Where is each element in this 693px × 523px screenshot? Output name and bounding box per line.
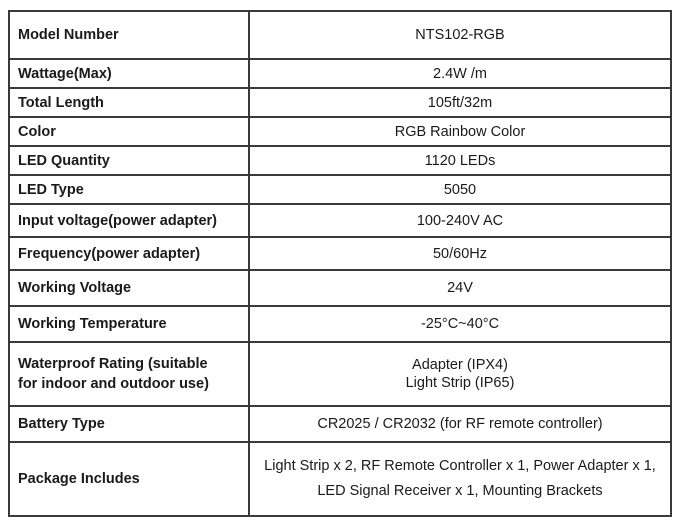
- row-label: Model Number: [9, 11, 249, 59]
- row-value: 24V: [249, 270, 671, 306]
- row-value: -25°C~40°C: [249, 306, 671, 342]
- row-value: [249, 342, 671, 406]
- table-row: [9, 270, 671, 306]
- row-value: RGB Rainbow Color: [249, 117, 671, 146]
- row-value: CR2025 / CR2032 (for RF remote controller): [249, 406, 671, 442]
- table-row: [9, 406, 671, 442]
- row-value: NTS102-RGB: [249, 11, 671, 59]
- row-label-line: Waterproof Rating (suitable: [18, 356, 208, 372]
- row-label: Input voltage(power adapter): [9, 204, 249, 237]
- row-value: 2.4W /m: [249, 59, 671, 88]
- table-row: [9, 88, 671, 117]
- table-row: [9, 59, 671, 88]
- row-value-line: Light Strip x 2, RF Remote Controller x 1, Power Adapter x 1,: [264, 458, 656, 474]
- row-label: Package Includes: [9, 442, 249, 516]
- row-value-line: LED Signal Receiver x 1, Mounting Brackets: [317, 483, 603, 499]
- row-value: 100-240V AC: [249, 204, 671, 237]
- row-label: Total Length: [9, 88, 249, 117]
- table-row: [9, 117, 671, 146]
- row-label: Working Voltage: [9, 270, 249, 306]
- table-row: [9, 306, 671, 342]
- row-label: LED Quantity: [9, 146, 249, 175]
- table-row: [9, 204, 671, 237]
- table-row: [9, 11, 671, 59]
- row-value-line: Light Strip (IP65): [405, 375, 515, 391]
- table-row: [9, 175, 671, 204]
- table-row: [9, 146, 671, 175]
- table-row: [9, 237, 671, 270]
- row-label-line: for indoor and outdoor use): [18, 376, 209, 392]
- row-value-line: Adapter (IPX4): [412, 357, 508, 373]
- row-label: LED Type: [9, 175, 249, 204]
- row-value: 105ft/32m: [249, 88, 671, 117]
- row-label: Working Temperature: [9, 306, 249, 342]
- row-value: 5050: [249, 175, 671, 204]
- row-value: 1120 LEDs: [249, 146, 671, 175]
- spec-table: [8, 10, 672, 517]
- table-row: [9, 342, 671, 406]
- row-label: Color: [9, 117, 249, 146]
- row-label: Wattage(Max): [9, 59, 249, 88]
- row-label: Battery Type: [9, 406, 249, 442]
- row-label: [9, 342, 249, 406]
- table-row: [9, 442, 671, 516]
- row-value: [249, 442, 671, 516]
- row-label: Frequency(power adapter): [9, 237, 249, 270]
- row-value: 50/60Hz: [249, 237, 671, 270]
